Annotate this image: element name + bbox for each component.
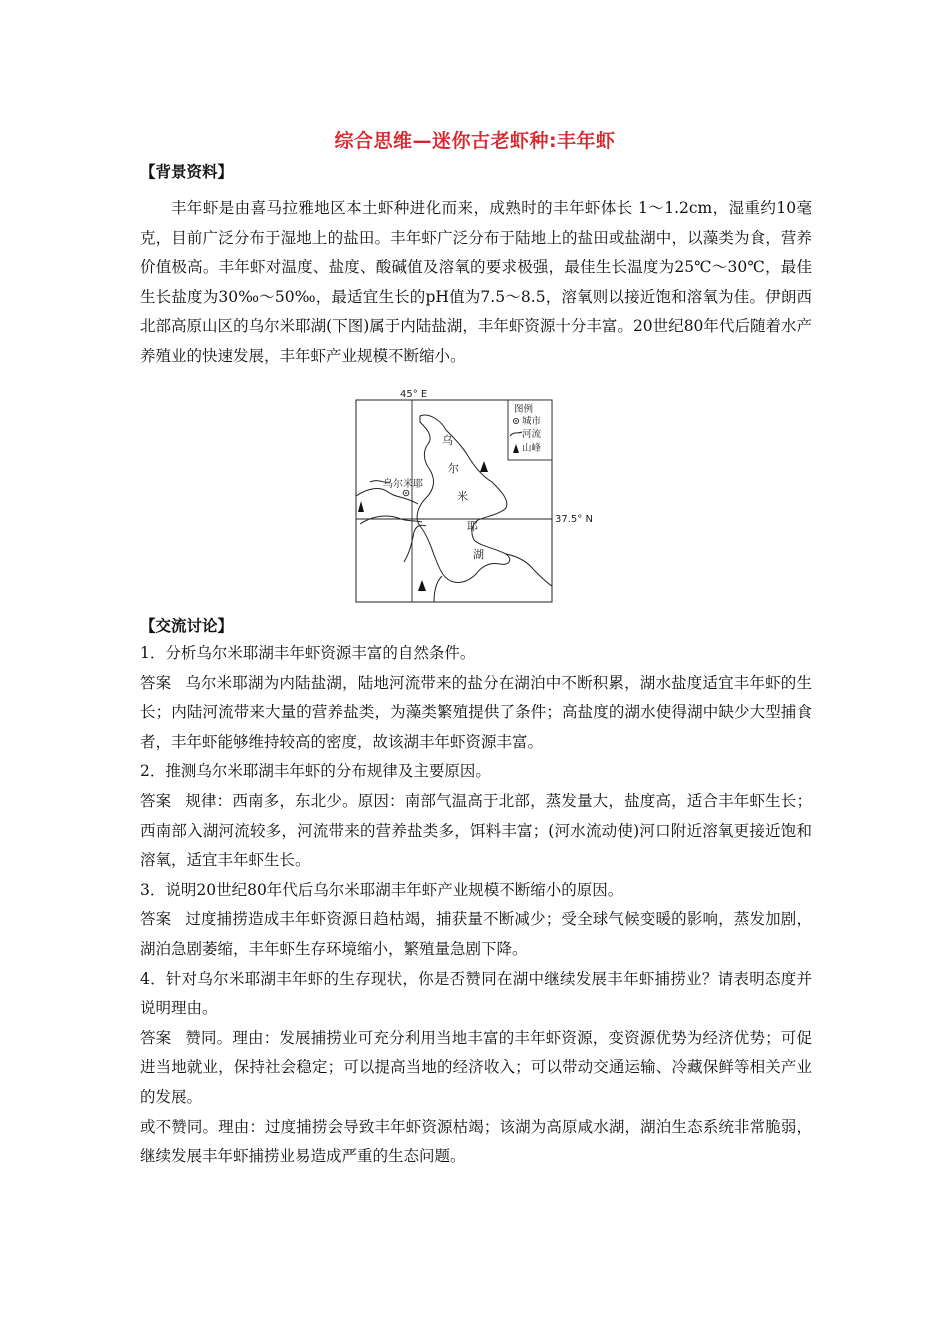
river-south-2 [434,576,442,602]
answer-1 [140,669,812,758]
longitude-label: 45° E [400,389,428,400]
river-southeast [506,554,552,586]
discussion-heading: 【交流讨论】 [140,617,234,635]
answer-label: 答案 [140,910,172,929]
question-4: 4．针对乌尔米耶湖丰年虾的生存现状，你是否赞同在湖中继续发展丰年虾捕捞业？请表明态度并说明理由。 [140,969,812,1018]
latitude-label: 37.5° N [555,514,593,525]
river-west-2 [360,516,422,524]
question-2: 2．推测乌尔米耶湖丰年虾的分布规律及主要原因。 [140,762,491,781]
peak-east-icon [480,461,488,472]
background-paragraph: 丰年虾是由喜马拉雅地区本土虾种进化而来，成熟时的丰年虾体长 1～1.2cm，湿重约10毫克，目前广泛分布于湿地上的盐田。丰年虾广泛分布于陆地上的盐田或盐湖中，以藻类为食，营养价值极高。丰年虾对温度、盐度、酸碱值及溶氧的要求极强，最佳生长温度为25℃～30℃，最佳生长盐度为30‰～50‰，最适宜生长的pH值为7.5～8.5，溶氧则以接近饱和溶氧为佳。伊朗西北部高原山区的乌尔米耶湖(下图)属于内陆盐湖，丰年虾资源十分丰富。20世纪80年代后随着水产养殖业的快速发展，丰年虾产业规模不断缩小。 [140,199,812,365]
answer-2-text: 规律：西南多，东北少。原因：南部气温高于北部，蒸发量大，盐度高，适合丰年虾生长；西南部入湖河流较多，河流带来的营养盐类多，饵料丰富；(河水流动使)河口附近溶氧更接近饱和溶氧，适宜丰年虾生长。 [140,791,812,870]
peak-south-icon [418,580,426,591]
answer-label: 答案 [140,673,172,692]
city-label: 乌尔米耶 [383,479,423,490]
legend-city-label: 城市 [522,416,542,427]
answer-3-text: 过度捕捞造成丰年虾资源日趋枯竭，捕获量不断减少；受全球气候变暖的影响，蒸发加剧，湖泊急剧萎缩，丰年虾生存环境缩小，繁殖量急剧下降。 [140,910,812,958]
answer-4-text: 赞同。理由：发展捕捞业可充分利用当地丰富的丰年虾资源，变资源优势为经济优势；可促进当地就业，保持社会稳定；可以提高当地的经济收入；可以带动交通运输、冷藏保鲜等相关产业的发展。 [140,1028,812,1106]
legend-peak-label: 山峰 [522,443,542,454]
page-title: 综合思维—迷你古老虾种:丰年虾 [334,130,616,152]
legend-river-label: 河流 [522,429,542,440]
answer-4 [140,1024,812,1113]
background-heading: 【背景资料】 [140,163,234,181]
question-1: 1．分析乌尔米耶湖丰年虾资源丰富的自然条件。 [140,644,476,662]
legend-title: 图例 [514,404,534,415]
discussion-body [140,639,812,1172]
answer-1-text: 乌尔米耶湖为内陆盐湖，陆地河流带来的盐分在湖泊中不断积累，湖水盐度适宜丰年虾的生长；内陆河流带来大量的营养盐类，为藻类繁殖提供了条件；高盐度的湖水使得湖中缺少大型捕食者，丰年虾能够维持较高的密度，故该湖丰年虾资源丰富。 [140,673,812,751]
question-3: 3．说明20世纪80年代后乌尔米耶湖丰年虾产业规模不断缩小的原因。 [140,880,624,899]
lake-label-1: 乌 [442,434,453,447]
lake-label-5: 湖 [473,548,484,561]
river-west-1 [356,489,418,504]
answer-2 [140,787,812,876]
lake-label-2: 尔 [448,462,459,475]
answer-label: 答案 [140,791,172,810]
answer-label: 答案 [140,1028,172,1047]
peak-west-icon [358,501,364,512]
lake-map [350,386,610,606]
lake-label-4: 耶 [467,520,478,533]
answer-3 [140,905,812,964]
lake-map-figure [350,386,610,606]
lake-label-3: 米 [457,490,468,503]
answer-4-alternative: 或不赞同。理由：过度捕捞会导致丰年虾资源枯竭；该湖为高原咸水湖，湖泊生态系统非常脆弱，继续发展丰年虾捕捞业易造成严重的生态问题。 [140,1117,812,1166]
